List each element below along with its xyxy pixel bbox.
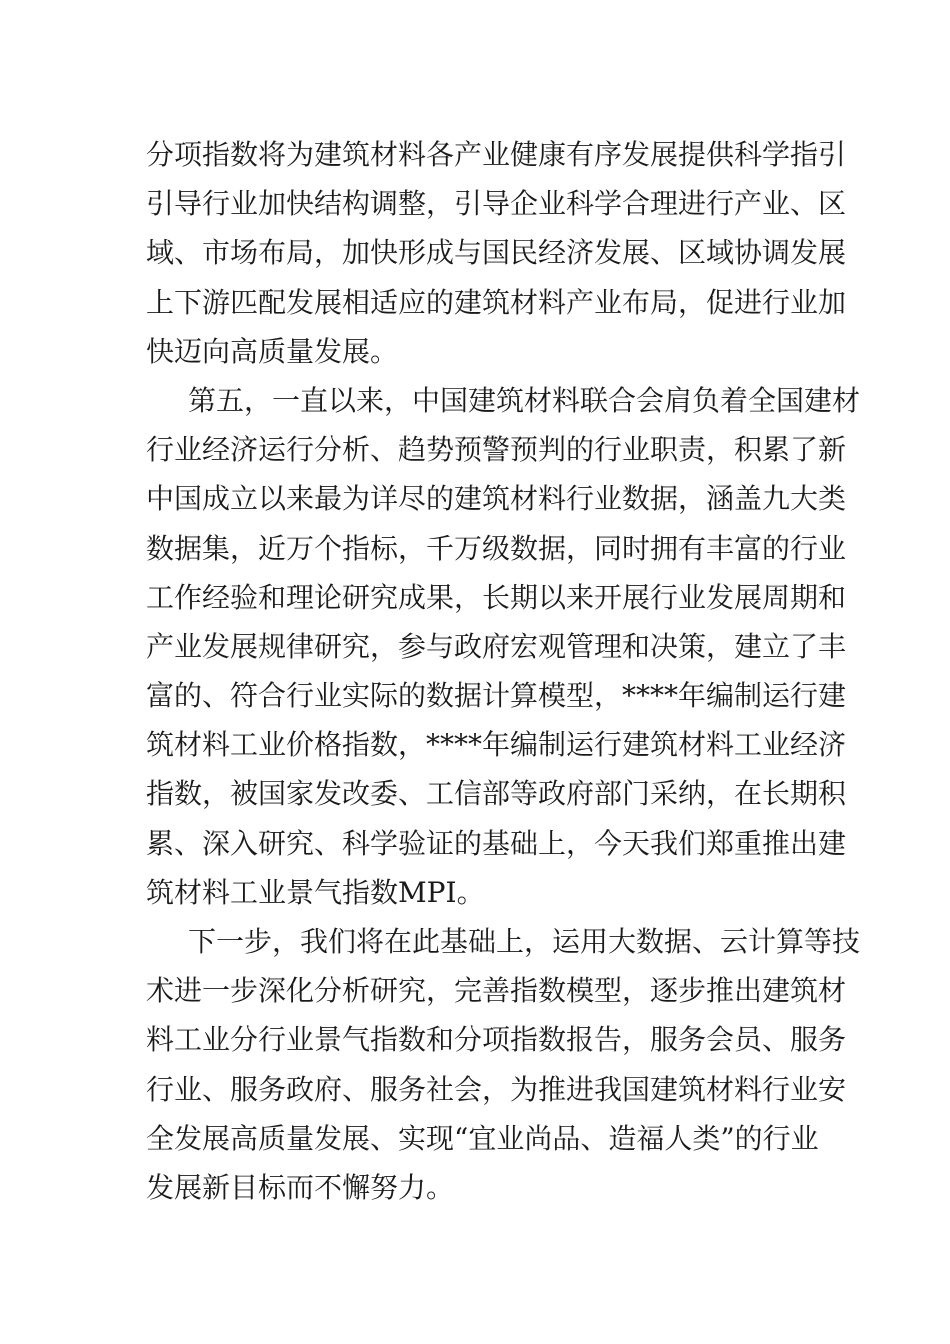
document-body	[146, 130, 861, 1212]
text-line: 数据集，近万个指标，千万级数据，同时拥有丰富的行业	[146, 531, 847, 565]
text-line: 富的、符合行业实际的数据计算模型，****年编制运行建	[146, 679, 847, 713]
text-line: 第五，一直以来，中国建筑材料联合会肩负着全国建材	[188, 383, 861, 417]
text-line: 发展新目标而不懈努力。	[146, 1170, 455, 1204]
text-line: 筑材料工业价格指数，****年编制运行建筑材料工业经济	[146, 728, 847, 762]
text-line: 行业、服务政府、服务社会，为推进我国建筑材料行业安	[146, 1072, 847, 1106]
text-line: 累、深入研究、科学验证的基础上，今天我们郑重推出建	[146, 826, 847, 860]
text-line: 行业经济运行分析、趋势预警预判的行业职责，积累了新	[146, 433, 847, 467]
text-line: 全发展高质量发展、实现“宜业尚品、造福人类”的行业	[146, 1121, 819, 1155]
text-line: 域、市场布局，加快形成与国民经济发展、区域协调发展	[146, 236, 847, 270]
text-line: 指数，被国家发改委、工信部等政府部门采纳，在长期积	[146, 777, 847, 811]
text-line: 引导行业加快结构调整，引导企业科学合理进行产业、区	[146, 187, 847, 221]
text-line: 下一步，我们将在此基础上，运用大数据、云计算等技	[188, 925, 861, 958]
text-line: 产业发展规律研究，参与政府宏观管理和决策，建立了丰	[146, 629, 847, 663]
text-line: 上下游匹配发展相适应的建筑材料产业布局，促进行业加	[146, 285, 847, 319]
text-line: 中国成立以来最为详尽的建筑材料行业数据，涵盖九大类	[146, 482, 847, 516]
text-line: 快迈向高质量发展。	[146, 334, 399, 368]
paragraph-1	[146, 130, 847, 376]
text-line: 分项指数将为建筑材料各产业健康有序发展提供科学指引	[146, 138, 847, 171]
text-line: 料工业分行业景气指数和分项指数报告，服务会员、服务	[146, 1023, 847, 1057]
paragraph-2	[146, 376, 861, 917]
paragraph-3	[146, 917, 861, 1212]
text-line: 术进一步深化分析研究，完善指数模型，逐步推出建筑材	[146, 974, 847, 1008]
text-line: 筑材料工业景气指数MPI。	[146, 875, 485, 909]
text-line: 工作经验和理论研究成果，长期以来开展行业发展周期和	[146, 580, 847, 614]
